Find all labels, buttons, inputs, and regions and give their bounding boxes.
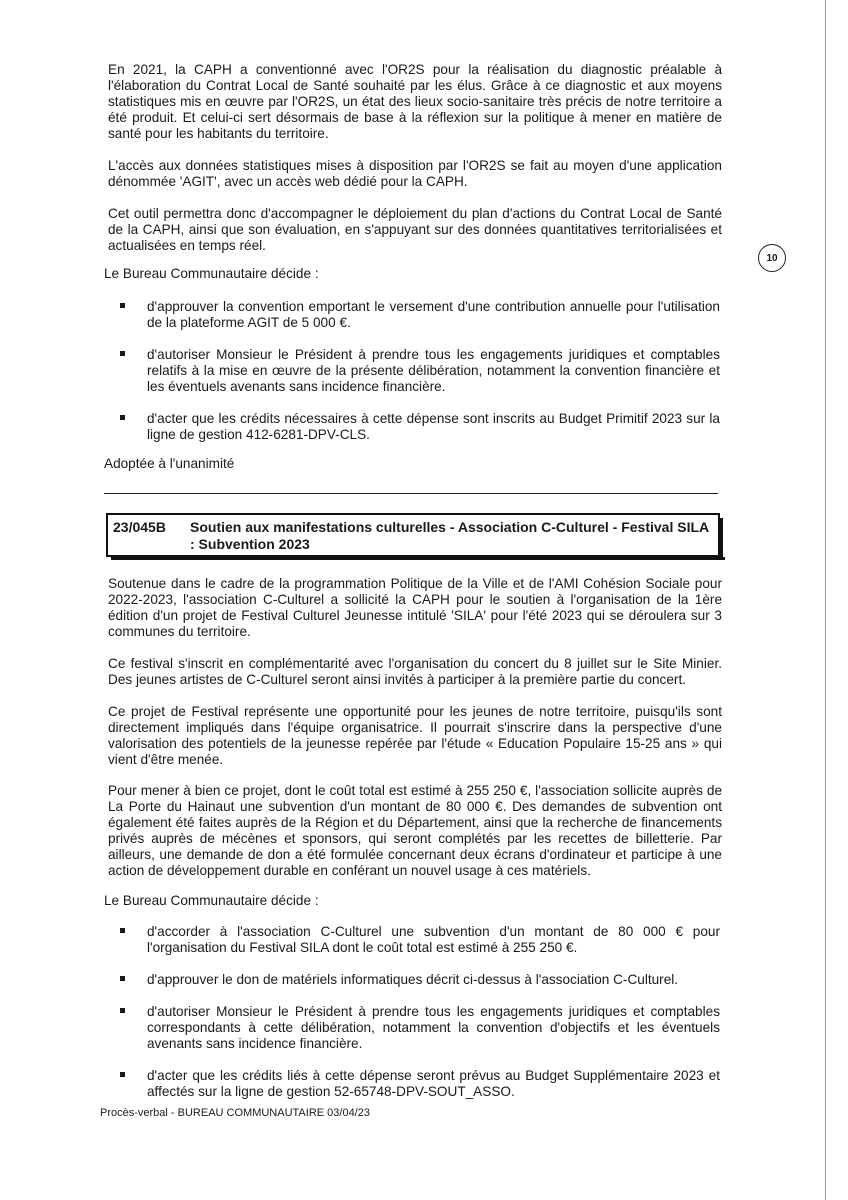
adoption-note: Adoptée à l'unanimité [104, 456, 235, 471]
paragraph: En 2021, la CAPH a conventionné avec l'OR2S pour la réalisation du diagnostic préalable à l'élaboration du Contrat Local de Santé souhaité par les élus. Grâce à ce diagnostic et aux moyens statistiques mis en œuvre par l'OR2S, un état des lieux socio-sanitaire très précis de notre territoire a été produit. Et celui-ci sert désormais de base à la réflexion sur la politique à mener en matière de santé pour les habitants du territoire. [108, 62, 722, 141]
bullet-icon [120, 351, 125, 356]
deliberation-heading [106, 513, 720, 557]
bullet-icon [120, 415, 125, 420]
list-item-text: d'acter que les crédits nécessaires à cette dépense sont inscrits au Budget Primitif 2023 sur la ligne de gestion 412-6281-DPV-CLS. [147, 411, 720, 442]
list-item-text: d'approuver la convention emportant le versement d'une contribution annuelle pour l'utilisation de la plateforme AGIT de 5 000 €. [147, 299, 720, 330]
paragraph: Cet outil permettra donc d'accompagner le déploiement du plan d'actions du Contrat Local de Santé de la CAPH, ainsi que son évaluation, en s'appuyant sur des données quantitatives territorialisées et actualisées en temps réel. [108, 206, 722, 253]
bullet-icon [120, 976, 125, 981]
list-item-text: d'autoriser Monsieur le Président à prendre tous les engagements juridiques et comptables correspondants à cette délibération, notamment la convention d'objectifs et les éventuels avenants sans incidence financière. [147, 1004, 720, 1051]
list-item-text: d'accorder à l'association C-Culturel une subvention d'un montant de 80 000 € pour l'organisation du Festival SILA dont le coût total est estimé à 255 250 €. [147, 924, 720, 955]
paragraph: Ce projet de Festival représente une opportunité pour les jeunes de notre territoire, puisqu'ils sont directement impliqués dans l'équipe organisatrice. Il pourrait s'inscrire dans la perspective d'une valorisation des potentiels de la jeunesse repérée par l'étude « Education Populaire 15-25 ans » qui vient d'être menée. [108, 704, 722, 767]
paragraph: Soutenue dans le cadre de la programmation Politique de la Ville et de l'AMI Cohésion Sociale pour 2022-2023, l'association C-Culturel a sollicité la CAPH pour le soutien à l'organisation de la 1ère édition d'un projet de Festival Culturel Jeunesse intitulé 'SILA' pour l'été 2023 qui se déroulera sur 3 communes du territoire. [108, 576, 722, 639]
decision-label: Le Bureau Communautaire décide : [104, 266, 319, 281]
box-shadow-edge [111, 557, 725, 560]
bullet-icon [120, 928, 125, 933]
bullet-icon [120, 1072, 125, 1077]
scan-edge-line [825, 0, 826, 1200]
paragraph: Pour mener à bien ce projet, dont le coût total est estimé à 255 250 €, l'association sollicite auprès de La Porte du Hainaut une subvention d'un montant de 80 000 €. Des demandes de subvention ont également été faites auprès de la Région et du Département, ainsi que la recherche de financements privés auprès de mécènes et sponsors, qui seront complétés par les recettes de billetterie. Par ailleurs, une demande de don a été formulée concernant deux écrans d'ordinateur et participe à une action de développement durable en conférant un nouvel usage à ces matériels. [108, 783, 722, 878]
box-shadow-edge [720, 518, 723, 559]
paragraph: L'accès aux données statistiques mises à disposition par l'OR2S se fait au moyen d'une application dénommée 'AGIT', avec un accès web dédié pour la CAPH. [108, 158, 722, 189]
list-item-text: d'acter que les crédits liés à cette dépense seront prévus au Budget Supplémentaire 2023 et affectés sur la ligne de gestion 52-65748-DPV-SOUT_ASSO. [147, 1068, 720, 1099]
page-number-badge: 10 [758, 244, 786, 272]
bullet-icon [120, 1008, 125, 1013]
section-divider [104, 493, 718, 494]
page-footer: Procès-verbal - BUREAU COMMUNAUTAIRE 03/04/23 [100, 1107, 370, 1119]
deliberation-code: 23/045B [113, 519, 166, 535]
decision-label: Le Bureau Communautaire décide : [104, 893, 319, 908]
list-item-text: d'approuver le don de matériels informatiques décrit ci-dessus à l'association C-Culturel. [147, 972, 679, 987]
list-item-text: d'autoriser Monsieur le Président à prendre tous les engagements juridiques et comptables relatifs à la mise en œuvre de la présente délibération, notamment la convention financière et les éventuels avenants sans incidence financière. [147, 347, 720, 394]
deliberation-title: Soutien aux manifestations culturelles - Association C-Culturel - Festival SILA : Subvention 2023 [190, 519, 709, 552]
paragraph: Ce festival s'inscrit en complémentarité avec l'organisation du concert du 8 juillet sur le Site Minier. Des jeunes artistes de C-Culturel seront ainsi invités à participer à la première partie du concert. [108, 656, 722, 687]
bullet-icon [120, 303, 125, 308]
